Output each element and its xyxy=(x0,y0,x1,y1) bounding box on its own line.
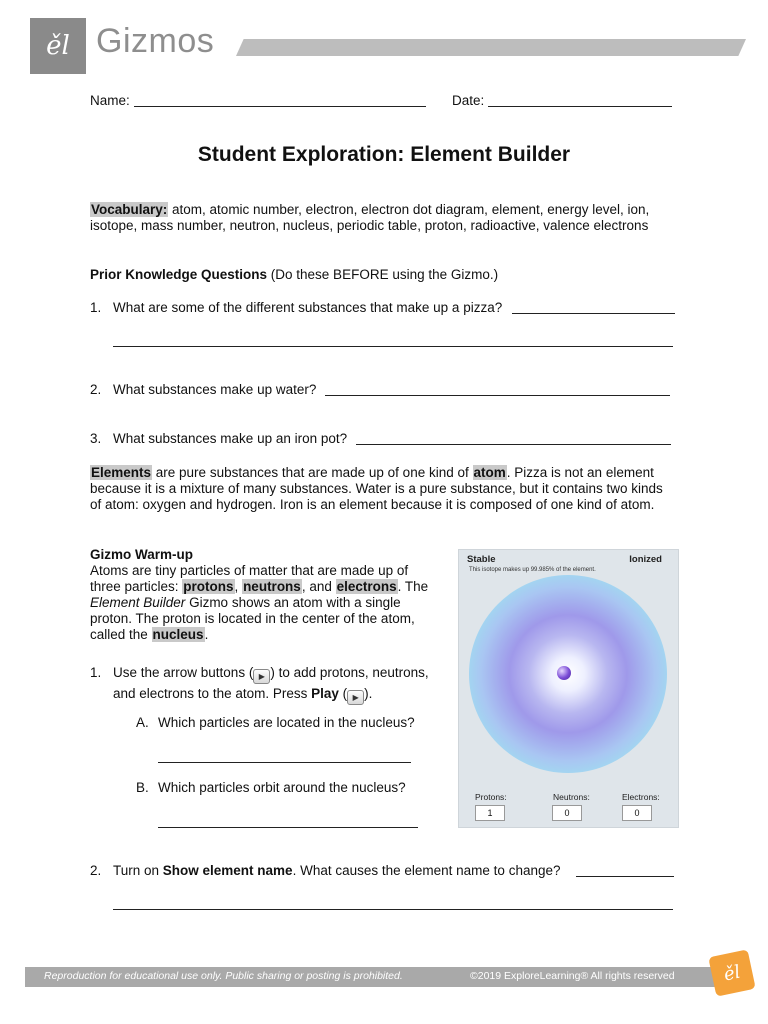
warmup-qa-letter: A. xyxy=(136,715,149,730)
warmup-q2-number: 2. xyxy=(90,863,102,878)
prior-heading-text: Prior Knowledge Questions xyxy=(90,267,268,282)
warmup-qb-text: Which particles orbit around the nucleus? xyxy=(158,780,406,795)
page-title: Student Exploration: Element Builder xyxy=(197,143,571,166)
play-icon: ▶ xyxy=(347,690,364,705)
protons-count[interactable]: 1 xyxy=(475,805,505,821)
warmup-and: , and xyxy=(301,579,336,594)
ionized-label: Ionized xyxy=(629,554,662,565)
stable-label: Stable xyxy=(467,554,496,565)
elements-line-3: of atom: oxygen and hydrogen. Iron is an element because it is composed of one kind of atom. xyxy=(90,497,655,512)
vocabulary-line-2: isotope, mass number, neutron, nucleus, periodic table, proton, radioactive, valence electrons xyxy=(90,218,649,233)
warmup-line-2b: . The xyxy=(397,579,429,594)
element-builder-simulation xyxy=(458,549,679,828)
nucleus-proton xyxy=(557,666,571,680)
footer-disclaimer: Reproduction for educational use only. Public sharing or posting is prohibited. xyxy=(44,970,403,982)
warmup-q1-number: 1. xyxy=(90,665,102,680)
date-label: Date: xyxy=(452,93,485,108)
footer-logo-glyph: ěl xyxy=(721,961,743,985)
warmup-q2-b: . What causes the element name to change? xyxy=(292,863,561,878)
warmup-line-4: proton. The proton is located in the center of the atom, xyxy=(90,611,415,626)
elements-text-1: are pure substances that are made up of one kind of xyxy=(152,465,473,480)
warmup-q1-d: ( xyxy=(338,686,348,701)
vocabulary-line-1: atom, atomic number, electron, electron dot diagram, element, energy level, ion, xyxy=(168,202,650,217)
date-field[interactable] xyxy=(488,106,672,107)
warmup-q2-answer-line-2[interactable] xyxy=(113,909,673,910)
elements-line-2: because it is a mixture of many substances. Water is a pure substance, but it contains two kinds xyxy=(90,481,663,496)
warmup-q1-e: ). xyxy=(364,686,373,701)
prior-q3-answer-line[interactable] xyxy=(356,444,671,445)
electrons-label: Electrons: xyxy=(622,792,660,802)
prior-q3-text: What substances make up an iron pot? xyxy=(113,431,348,446)
warmup-q2-a: Turn on xyxy=(113,863,163,878)
vocabulary-label: Vocabulary: xyxy=(91,202,168,217)
play-word: Play xyxy=(311,686,339,701)
warmup-line-2a: three particles: xyxy=(90,579,183,594)
term-nucleus: nucleus xyxy=(152,627,204,642)
prior-q2-text: What substances make up water? xyxy=(113,382,317,397)
prior-q2-answer-line[interactable] xyxy=(325,395,670,396)
brand-name: Gizmos xyxy=(96,22,215,60)
prior-q1-answer-line-2[interactable] xyxy=(113,346,673,347)
warmup-line-5b: . xyxy=(204,627,209,642)
name-label: Name: xyxy=(90,93,130,108)
footer-copyright: ©2019 ExploreLearning® All rights reserved xyxy=(470,970,675,982)
term-protons: protons xyxy=(183,579,234,594)
warmup-q1-a: Use the arrow buttons ( xyxy=(113,665,254,680)
warmup-q1-c: and electrons to the atom. Press xyxy=(113,686,312,701)
electrons-count[interactable]: 0 xyxy=(622,805,652,821)
protons-label: Protons: xyxy=(475,792,507,802)
name-field[interactable] xyxy=(134,106,426,107)
warmup-q2-text xyxy=(113,863,561,879)
warmup-q2-answer-line[interactable] xyxy=(576,876,674,877)
isotope-note: This isotope makes up 99.985% of the element. xyxy=(469,567,596,573)
warmup-q1-text xyxy=(113,665,453,705)
elements-paragraph xyxy=(90,465,690,513)
term-neutrons: neutrons xyxy=(243,579,301,594)
neutrons-count[interactable]: 0 xyxy=(552,805,582,821)
explorelearning-logo xyxy=(30,18,86,74)
warmup-qa-text: Which particles are located in the nucleus? xyxy=(158,715,415,730)
warmup-line-5a: called the xyxy=(90,627,152,642)
prior-knowledge-heading xyxy=(90,267,498,283)
warmup-qa-answer-line[interactable] xyxy=(158,762,411,763)
warmup-qb-letter: B. xyxy=(136,780,149,795)
play-arrow-icon: ▶ xyxy=(253,669,270,684)
footer-logo xyxy=(708,949,755,996)
warmup-comma: , xyxy=(234,579,243,594)
term-electrons: electrons xyxy=(336,579,397,594)
show-element-name-term: Show element name xyxy=(162,863,293,878)
warmup-line-3b: Gizmo shows an atom with a single xyxy=(185,595,401,610)
prior-q1-text: What are some of the different substances that make up a pizza? xyxy=(113,300,503,315)
prior-q1-number: 1. xyxy=(90,300,102,315)
prior-heading-note: (Do these BEFORE using the Gizmo.) xyxy=(267,267,499,282)
warmup-line-1: Atoms are tiny particles of matter that are made up of xyxy=(90,563,409,578)
warmup-paragraph xyxy=(90,547,450,643)
vocabulary-paragraph xyxy=(90,202,710,234)
header-bar xyxy=(236,39,746,56)
warmup-qb-answer-line[interactable] xyxy=(158,827,418,828)
warmup-q1-b: ) to add protons, neutrons, xyxy=(270,665,429,680)
warmup-heading: Gizmo Warm-up xyxy=(90,547,193,562)
prior-q2-number: 2. xyxy=(90,382,102,397)
prior-q1-answer-line[interactable] xyxy=(512,313,675,314)
term-atom: atom xyxy=(473,465,506,480)
prior-q3-number: 3. xyxy=(90,431,102,446)
neutrons-label: Neutrons: xyxy=(553,792,590,802)
logo-glyph: ěl xyxy=(46,31,70,61)
gizmo-name: Element Builder xyxy=(90,595,186,610)
elements-text-2: . Pizza is not an element xyxy=(506,465,654,480)
term-elements: Elements xyxy=(91,465,152,480)
